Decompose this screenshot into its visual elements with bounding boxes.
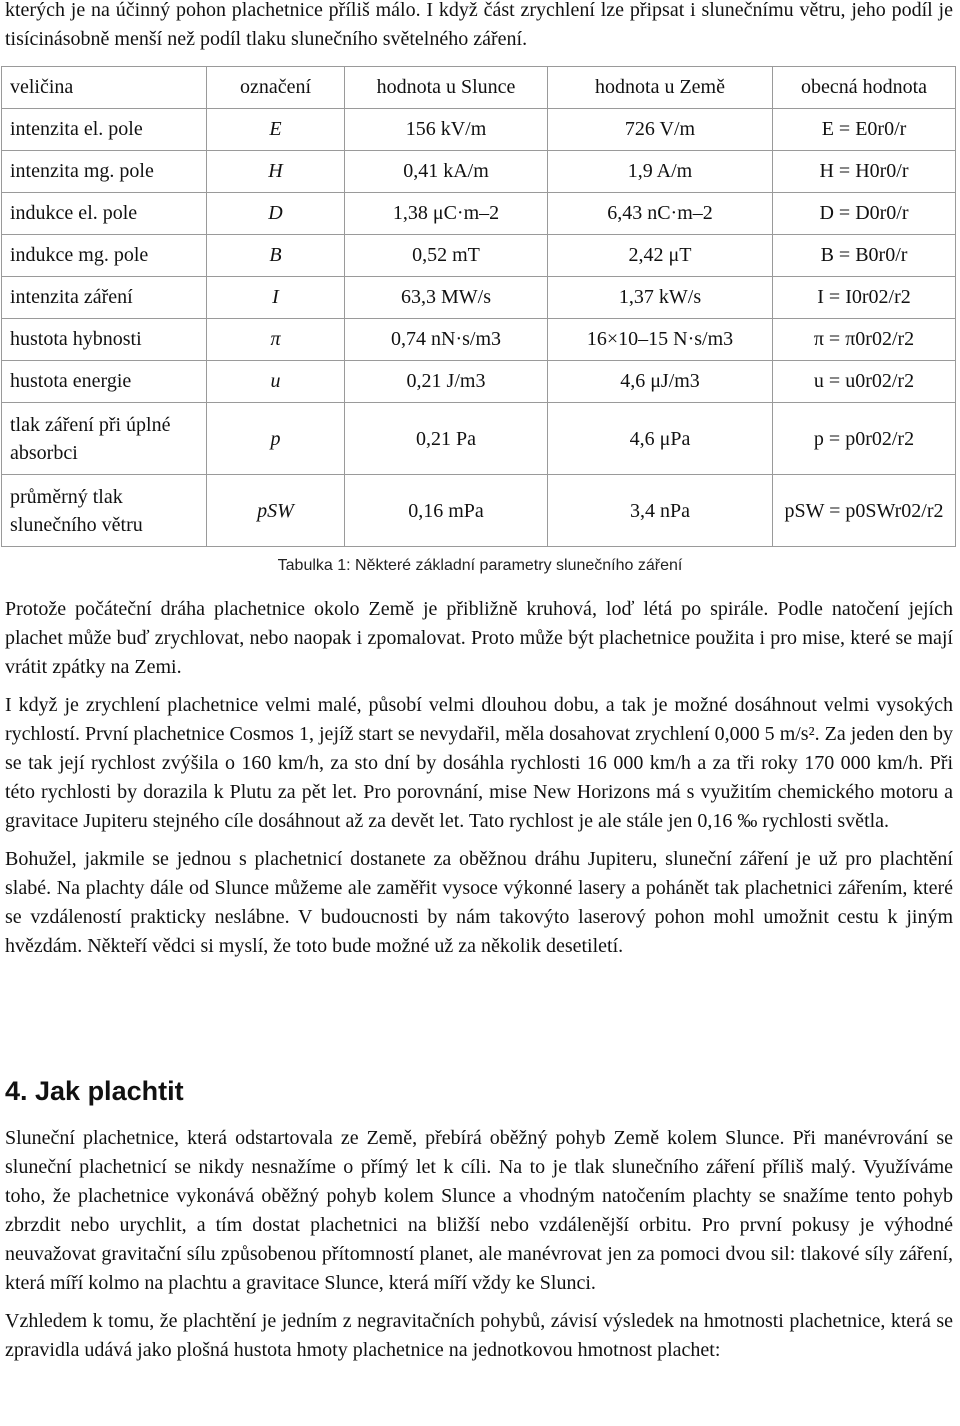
value-at-sun: 156 kV/m (345, 109, 548, 151)
general-formula: D = D0r0/r (773, 193, 956, 235)
value-at-earth: 3,4 nPa (548, 475, 773, 547)
value-at-sun: 0,74 nN·s/m3 (345, 319, 548, 361)
general-formula: pSW = p0SWr02/r2 (773, 475, 956, 547)
section-heading: 4. Jak plachtit (5, 1076, 184, 1106)
quantity-name: indukce mg. pole (2, 235, 207, 277)
table-row (2, 319, 956, 361)
value-at-earth: 1,37 kW/s (548, 277, 773, 319)
general-formula: u = u0r02/r2 (773, 361, 956, 403)
quantity-name: intenzita mg. pole (2, 151, 207, 193)
column-header: hodnota u Slunce (345, 67, 548, 109)
quantity-symbol: pSW (207, 475, 345, 547)
value-at-sun: 0,52 mT (345, 235, 548, 277)
general-formula: E = E0r0/r (773, 109, 956, 151)
quantity-symbol: B (207, 235, 345, 277)
quantity-name: hustota hybnosti (2, 319, 207, 361)
quantity-symbol: I (207, 277, 345, 319)
quantity-name: průměrný tlak slunečního větru (2, 475, 207, 547)
quantity-symbol: u (207, 361, 345, 403)
paragraph: Vzhledem k tomu, že plachtění je jedním z negravitačních pohybů, závisí výsledek na hmotnosti plachetnice, která se zpravidla udává jako plošná hustota hmoty plachetnice na jednotkovou hmotnost plachet: (5, 1310, 953, 1361)
column-header: veličina (2, 67, 207, 109)
value-at-earth: 2,42 μT (548, 235, 773, 277)
value-at-sun: 0,21 J/m3 (345, 361, 548, 403)
value-at-earth: 4,6 μPa (548, 403, 773, 475)
document-page (5, 0, 953, 54)
value-at-earth: 16×10–15 N·s/m3 (548, 319, 773, 361)
table-row (2, 151, 956, 193)
column-header: hodnota u Země (548, 67, 773, 109)
table-row (2, 403, 956, 475)
general-formula: I = I0r02/r2 (773, 277, 956, 319)
text-section-b (5, 1124, 953, 1365)
general-formula: H = H0r0/r (773, 151, 956, 193)
table-row (2, 361, 956, 403)
quantity-symbol: D (207, 193, 345, 235)
value-at-earth: 726 V/m (548, 109, 773, 151)
quantity-symbol: E (207, 109, 345, 151)
value-at-sun: 1,38 μC·m–2 (345, 193, 548, 235)
paragraph: Sluneční plachetnice, která odstartovala ze Země, přebírá oběžný pohyb Země kolem Slunce. Při manévrování se sluneční plachetnicí se nikdy nesnažíme o přímý let k cíli. Na to je tlak slunečního záření příliš malý. Využíváme toho, že plachetnice vykonává oběžný pohyb kolem Slunce a vhodným natočením plachty se snažíme tento pohyb zbrzdit nebo urychlit, a tím dostat plachetnici na bližší nebo vzdálenější orbitu. Pro první pokusy je výhodné neuvažovat gravitační sílu způsobenou přítomností planet, ale manévrovat jen za pomoci dvou sil: tlakové síly záření, která míří kolmo na plachtu a gravitace Slunce, která míří vždy ke Slunci. (5, 1127, 953, 1294)
table-row (2, 235, 956, 277)
intro-paragraph: kterých je na účinný pohon plachetnice příliš málo. I když část zrychlení lze připsat i slunečnímu větru, jeho podíl je tisícinásobně menší než podíl tlaku slunečního světelného záření. (5, 0, 953, 50)
table-row (2, 109, 956, 151)
quantity-symbol: π (207, 319, 345, 361)
parameters-table (1, 66, 956, 547)
paragraph: Protože počáteční dráha plachetnice okolo Země je přibližně kruhová, loď létá po spirále. Podle natočení jejích plachet může buď zrychlovat, nebo naopak i zpomalovat. Proto může být plachetnice použita i pro mise, které se mají vrátit zpátky na Zemi. (5, 598, 953, 678)
table-row (2, 193, 956, 235)
text-section-a (5, 595, 953, 961)
value-at-sun: 0,41 kA/m (345, 151, 548, 193)
quantity-symbol: p (207, 403, 345, 475)
quantity-name: indukce el. pole (2, 193, 207, 235)
value-at-sun: 63,3 MW/s (345, 277, 548, 319)
table-caption: Tabulka 1: Některé základní parametry slunečního záření (277, 557, 683, 574)
table-row (2, 277, 956, 319)
quantity-name: hustota energie (2, 361, 207, 403)
table-header-row (2, 67, 956, 109)
value-at-earth: 4,6 μJ/m3 (548, 361, 773, 403)
general-formula: B = B0r0/r (773, 235, 956, 277)
paragraph: Bohužel, jakmile se jednou s plachetnicí dostanete za oběžnou dráhu Jupiteru, sluneční záření je už pro plachtění slabé. Na plachty dále od Slunce můžeme ale zaměřit vysoce výkonné lasery a pohánět tak plachetnici zářením, které se vzdáleností prakticky neslábne. V budoucnosti by nám takovýto laserový pohon mohl umožnit cestu k jiným hvězdám. Někteří vědci si myslí, že toto bude možné už za několik desetiletí. (5, 848, 953, 957)
value-at-earth: 1,9 A/m (548, 151, 773, 193)
quantity-name: intenzita záření (2, 277, 207, 319)
column-header: označení (207, 67, 345, 109)
general-formula: p = p0r02/r2 (773, 403, 956, 475)
general-formula: π = π0r02/r2 (773, 319, 956, 361)
quantity-name: tlak záření při úplné absorbci (2, 403, 207, 475)
value-at-earth: 6,43 nC·m–2 (548, 193, 773, 235)
quantity-name: intenzita el. pole (2, 109, 207, 151)
value-at-sun: 0,21 Pa (345, 403, 548, 475)
quantity-symbol: H (207, 151, 345, 193)
paragraph: I když je zrychlení plachetnice velmi malé, působí velmi dlouhou dobu, a tak je možné dosáhnout velmi vysokých rychlostí. První plachetnice Cosmos 1, jejíž start se nevydařil, měla dosahovat zrychlení 0,000 5 m/s². Za jeden den by se tak její rychlost zvýšila o 160 km/h, za sto dní by dosáhla rychlosti 16 000 km/h a za tři roky 170 000 km/h. Při této rychlosti by dorazila k Plutu za pět let. Pro porovnání, mise New Horizons má s využitím chemického motoru a gravitace Jupiteru stejného cíle dosáhnout až za devět let. Tato rychlost je ale stále jen 0,16 ‰ rychlosti světla. (5, 694, 953, 832)
value-at-sun: 0,16 mPa (345, 475, 548, 547)
table-row (2, 475, 956, 547)
column-header: obecná hodnota (773, 67, 956, 109)
